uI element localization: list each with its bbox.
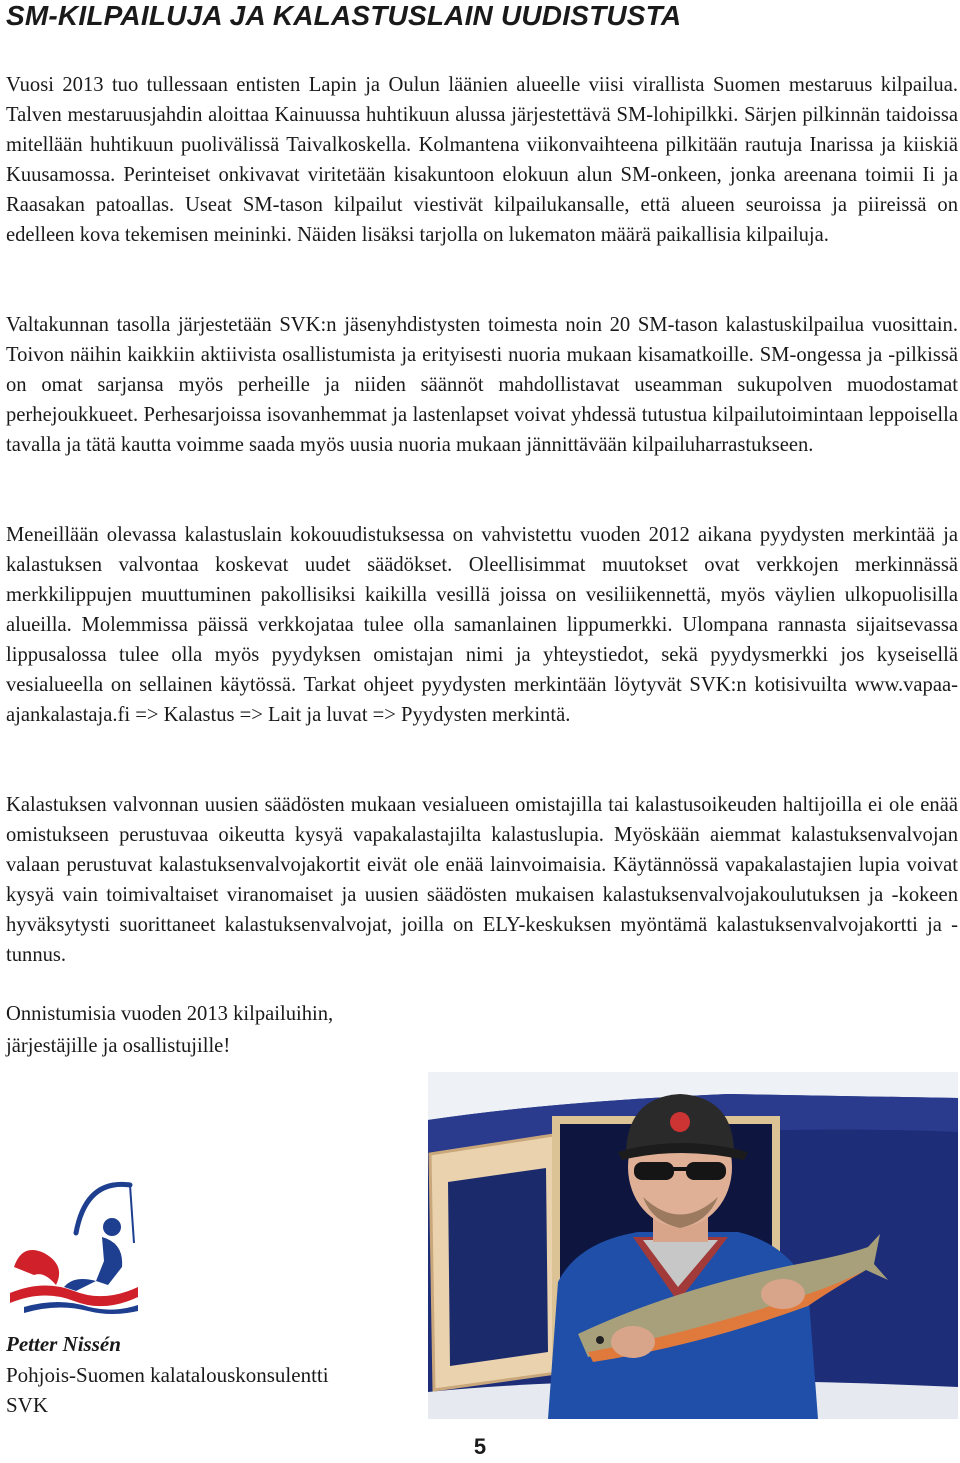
paragraph-national-competitions: Valtakunnan tasolla järjestetään SVK:n jäsenyhdistysten toimesta noin 20 SM-tason kalastuskilpailua vuosittain. Toivon näihin kaikkiin aktiivista osallistumista ja erityisesti nuoria mukaan kisamatkoille. SM-ongessa ja -pilkissä on omat sarjansa myös perheille ja niiden säännöt mahdollistavat useamman sukupolven muodostamat perhejoukkueet. Perhesarjoissa isovanhemmat ja lastenlapset voivat yhdessä tutustua kilpailutoimintaan leppoisella tavalla ja tätä kautta voimme saada myös uusia nuoria mukaan jännittävään kilpailuharrastukseen. xyxy=(6,314,958,456)
closing-line-2: järjestäjille ja osallistujille! xyxy=(6,1035,231,1057)
signature-name: Petter Nissén xyxy=(6,1332,121,1356)
article-title: SM-KILPAILUJA JA KALASTUSLAIN UUDISTUSTA xyxy=(6,0,682,31)
signature-role: Pohjois-Suomen kalatalouskonsulentti xyxy=(6,1363,329,1387)
closing-wishes xyxy=(6,998,426,1062)
svk-angler-logo-icon xyxy=(4,1175,144,1315)
signature-organization: SVK xyxy=(6,1393,49,1417)
paragraph-gear-marking: Meneillään olevassa kalastuslain kokouudistuksessa on vahvistettu vuoden 2012 aikana pyydysten merkintää ja kalastuksen valvontaa koskevat uudet säädökset. Oleellisimmat muutokset ovat verkkojen merkinnässä merkkilippujen muuttuminen pakollisiksi kaikilla vesillä joissa on vesiliikennettä, myös väylien ulkopuolisilla alueilla. Molemmissa päissä verkkojataa tulee olla samanlainen lippumerkki. Ulompana rannasta sijaitsevassa lippusalossa tulee olla myös pyydyksen omistajan nimi ja yhteystiedot, sekä pyydysmerkki jos kyseisellä vesialueella on sellainen käytössä. Tarkat ohjeet pyydysten merkintään löytyvät SVK:n kotisivuilta www.vapaa-ajankalastaja.fi => Kalastus => Lait ja luvat => Pyydysten merkintä. xyxy=(6,524,958,726)
fisherman-holding-fish-photo xyxy=(428,1072,958,1419)
closing-line-1: Onnistumisia vuoden 2013 kilpailuihin, xyxy=(6,1003,334,1025)
paragraph-fishing-supervision: Kalastuksen valvonnan uusien säädösten mukaan vesialueen omistajilla tai kalastusoikeuden haltijoilla ei ole enää omistukseen perustuvaa oikeutta kysyä vapakalastajilta kalastuslupia. Myöskään aiemmat kalastuksenvalvojan valaan perustuvat kalastuksenvalvojakortit eivät ole enää lainvoimaisia. Käytännössä vapakalastajien lupia voivat kysyä vain toimivaltaiset viranomaiset ja uusien säädösten mukaisen kalastuksenvalvojakoulutuksen ja -kokeen hyväksytysti suorittaneet kalastuksenvalvojat, joilla on ELY-keskuksen myöntämä kalastuksenvalvojakortti ja -tunnus. xyxy=(6,794,958,966)
page-number: 5 xyxy=(473,1434,487,1459)
paragraph-competitions: Vuosi 2013 tuo tullessaan entisten Lapin ja Oulun läänien alueelle viisi virallista Suomen mestaruus kilpailua. Talven mestaruusjahdin aloittaa Kainuussa huhtikuun alussa järjestettävä SM-lohipilkki. Särjen pilkinnän taidoissa mitellään huhtikuun puolivälissä Taivalkoskella. Kolmantena viikonvaihteena pilkitään rautuja Inarissa ja kiiskiä Kuusamossa. Perinteiset onkivavat viritetään kisakuntoon elokuun alun SM-onkeen, jonka areenana toimii Ii ja Raasakan patoallas. Useat SM-tason kilpailut viestivät kilpailukansalle, että alueen seuroissa ja piireissä on edelleen kova tekemisen meininki. Näiden lisäksi tarjolla on lukematon määrä paikallisia kilpailuja. xyxy=(6,74,958,246)
